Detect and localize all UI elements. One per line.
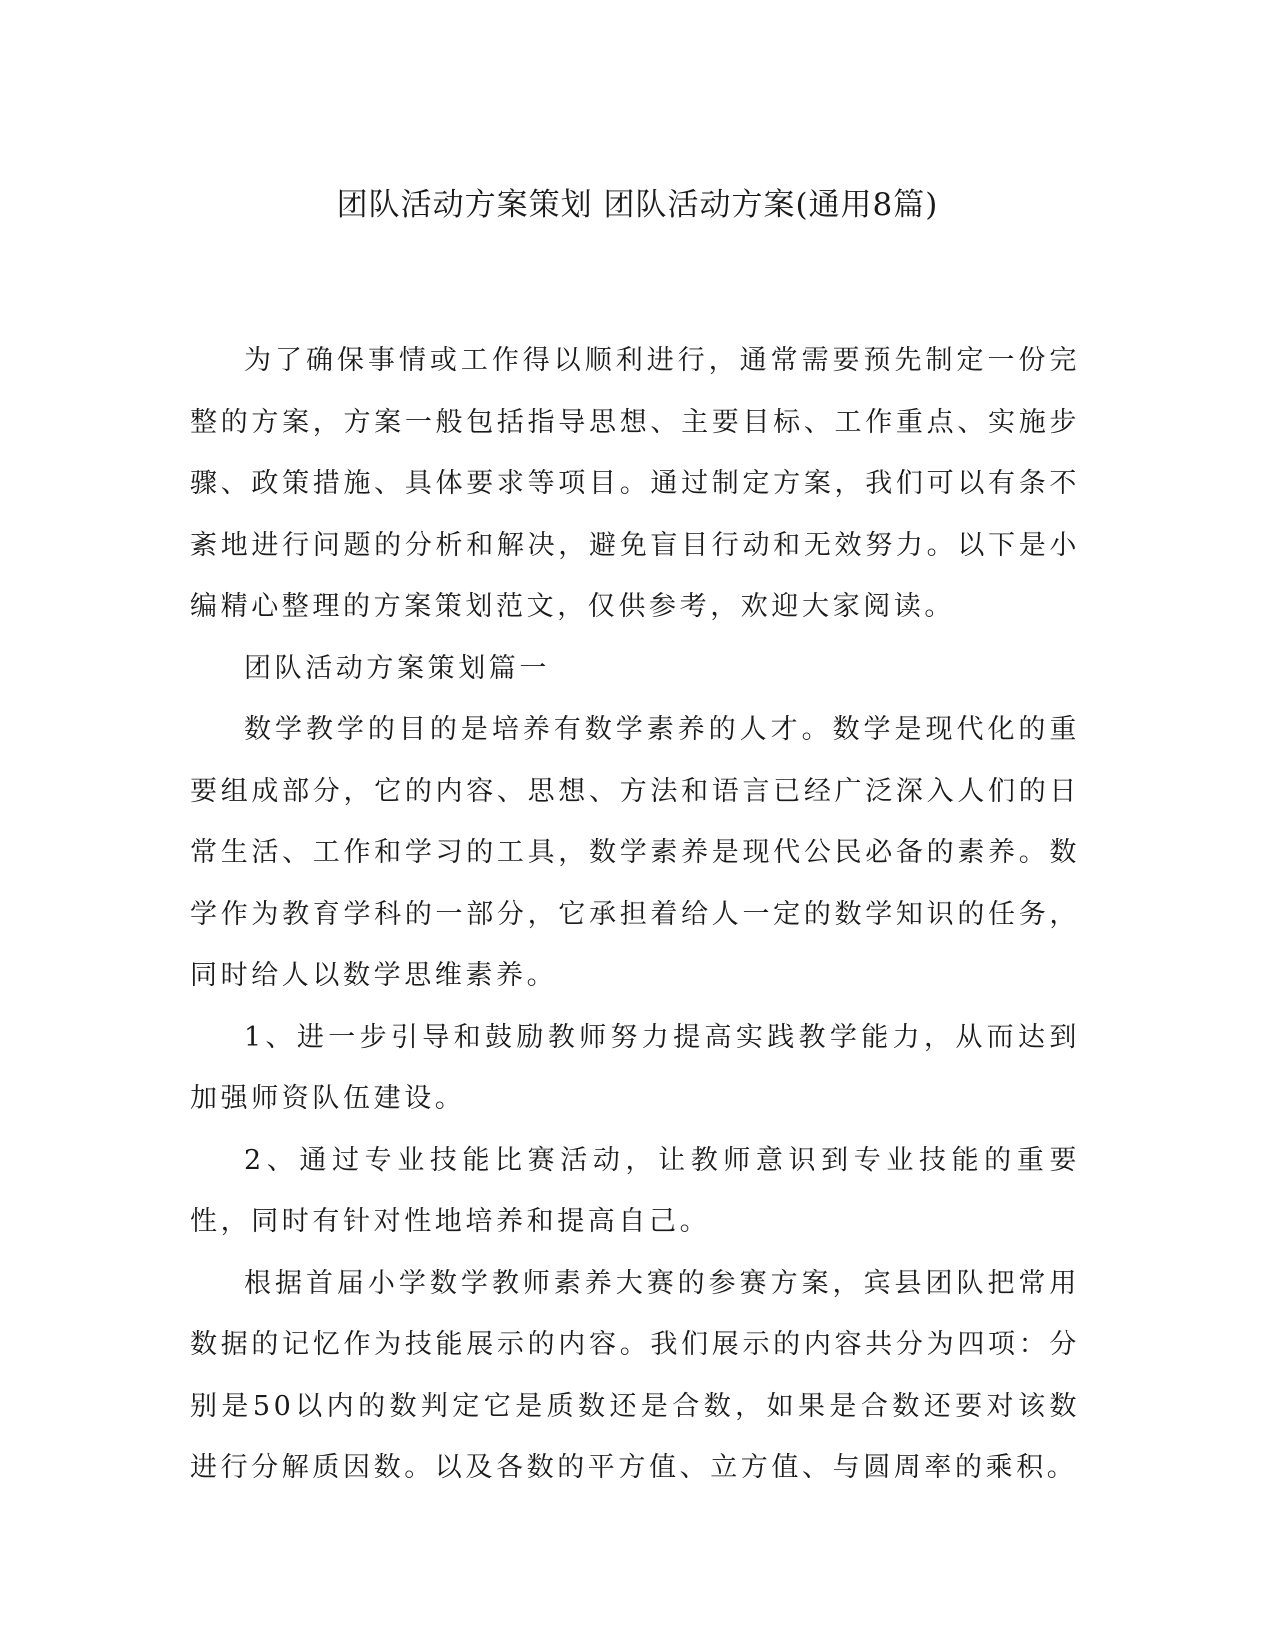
- paragraph-competition: 根据首届小学数学教师素养大赛的参赛方案，宾县团队把常用数据的记忆作为技能展示的内容。我们展示的内容共分为四项：分别是50以内的数判定它是质数还是合数，如果是合数还要对该数进行分解质因数。以及各数的平方值、立方值、与圆周率的乘积。: [190, 1267, 1080, 1483]
- list-item-1: 1、进一步引导和鼓励教师努力提高实践教学能力，从而达到加强师资队伍建设。: [190, 1021, 1080, 1114]
- paragraph-math-teaching: 数学教学的目的是培养有数学素养的人才。数学是现代化的重要组成部分，它的内容、思想、方法和语言已经广泛深入人们的日常生活、工作和学习的工具，数学素养是现代公民必备的素养。数学作为教育学科的一部分，它承担着给人一定的数学知识的任务，同时给人以数学思维素养。: [190, 714, 1080, 991]
- document-body: [190, 330, 1080, 1499]
- paragraph-intro: 为了确保事情或工作得以顺利进行，通常需要预先制定一份完整的方案，方案一般包括指导思想、主要目标、工作重点、实施步骤、政策措施、具体要求等项目。通过制定方案，我们可以有条不紊地进行问题的分析和解决，避免盲目行动和无效努力。以下是小编精心整理的方案策划范文，仅供参考，欢迎大家阅读。: [190, 345, 1080, 622]
- document-title: 团队活动方案策划 团队活动方案(通用8篇): [336, 187, 939, 223]
- section-heading: 团队活动方案策划篇一: [244, 652, 550, 684]
- list-item-2: 2、通过专业技能比赛活动，让教师意识到专业技能的重要性，同时有针对性地培养和提高自己。: [190, 1144, 1080, 1237]
